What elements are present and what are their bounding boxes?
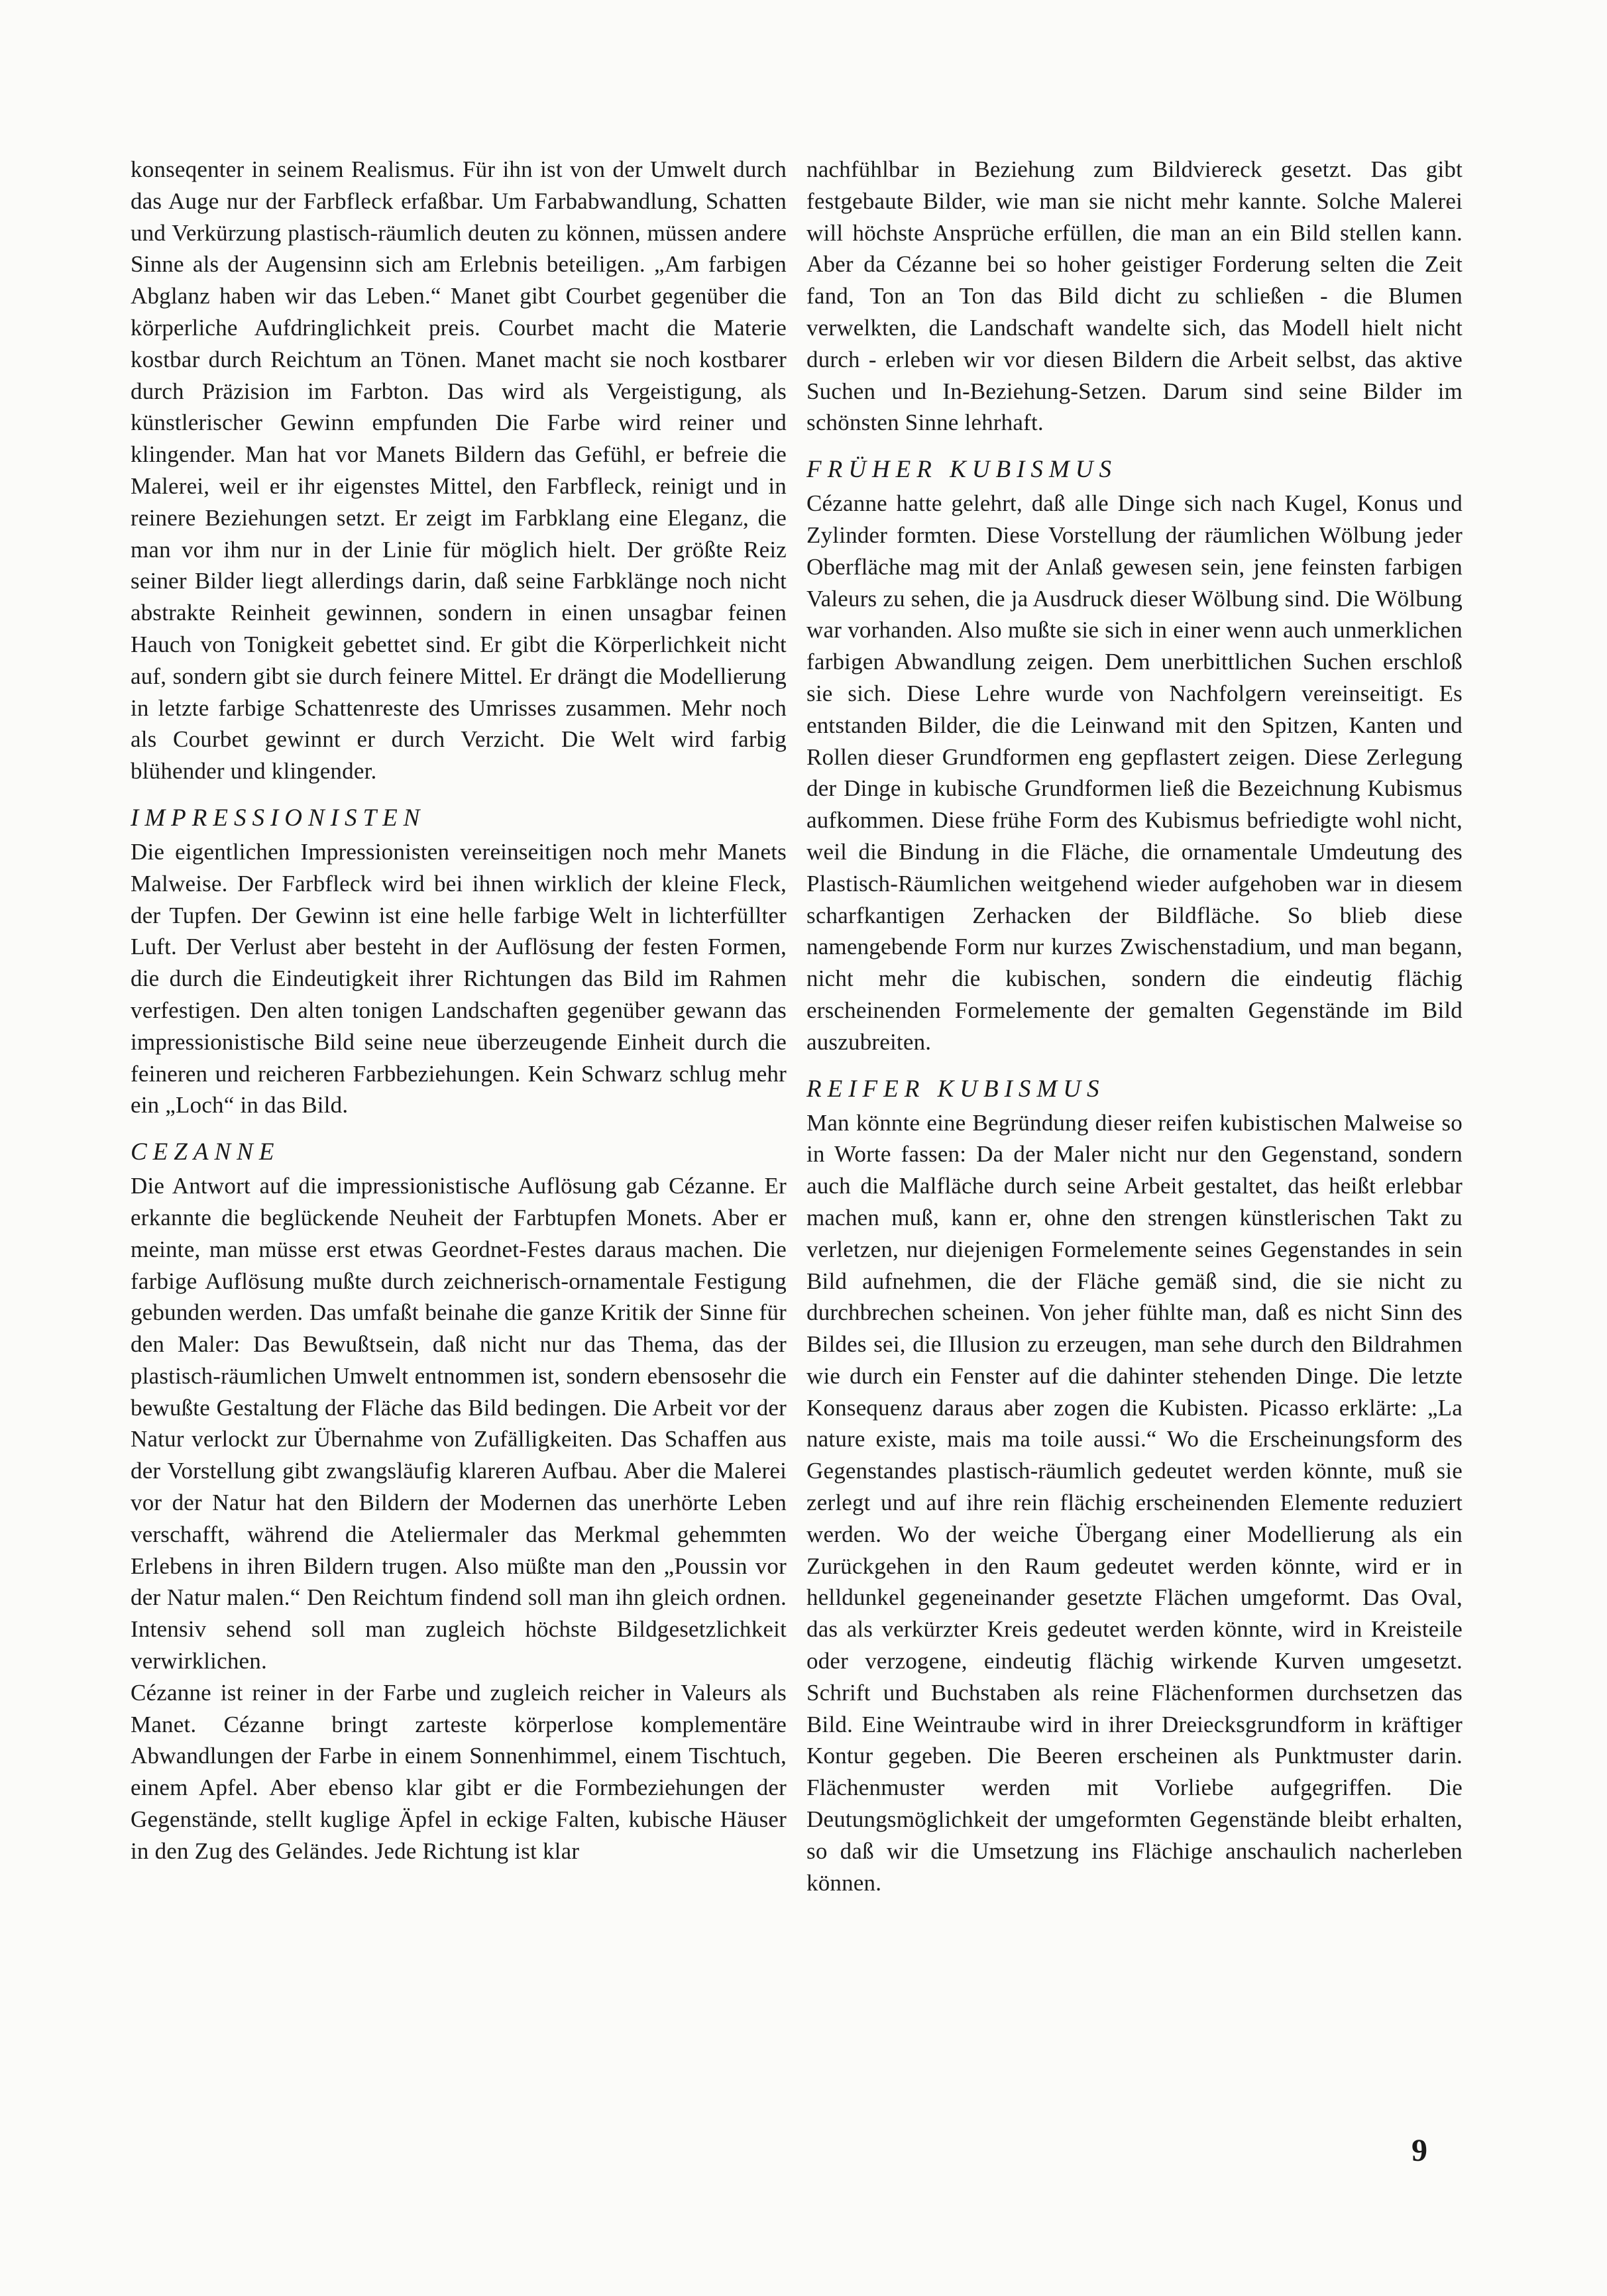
right-column xyxy=(806,154,1463,1898)
left-column xyxy=(131,154,787,1867)
impressionisten-paragraph: Die eigentlichen Impressionisten vereinseitigen noch mehr Manets Malweise. Der Farbfleck wird bei ihnen wirklich der kleine Fleck, der Tupfen. Der Gewinn ist eine helle farbige Welt in lichterfüllter Luft. Der Verlust aber besteht in der Auflösung der festen Formen, die durch die Eindeutigkeit ihrer Richtungen das Bild im Rahmen verfestigen. Den alten tonigen Landschaften gegenüber gewann das impressionistische Bild seine neue überzeugende Einheit durch die feineren und reicheren Farbbeziehungen. Kein Schwarz schlug mehr ein „Loch“ in das Bild. xyxy=(131,838,787,1119)
frueher-kubismus-paragraph: Cézanne hatte gelehrt, daß alle Dinge sich nach Kugel, Konus und Zylinder formten. Diese Vorstellung der räumlichen Wölbung jeder Oberfläche mag mit der Anlaß gewesen sein, jene feinsten farbigen Valeurs zu sehen, die ja Ausdruck dieser Wölbung sind. Die Wölbung war vorhanden. Also mußte sie sich in einer wenn auch unmerklichen farbigen Abwandlung zeigen. Dem unerbittlichen Suchen erschloß sie sich. Diese Lehre wurde von Nachfolgern vereinseitigt. Es entstanden Bilder, die die Leinwand mit den Spitzen, Kanten und Rollen dieser Grundformen eng gepflastert zeigen. Diese Zerlegung der Dinge in kubische Grundformen ließ die Bezeichnung Kubismus aufkommen. Diese frühe Form des Kubismus befriedigte wohl nicht, weil die Bindung in die Fläche, die ornamentale Umdeutung des Plastisch-Räumlichen weitgehend wieder aufgehoben war in diesem scharfkantigen Zerhacken der Bildfläche. So blieb diese namengebende Form nur kurzes Zwischenstadium, und man begann, nicht mehr die kubischen, sondern die eindeutig flächig erscheinenden Formelemente der gemalten Gegenstände im Bild auszubreiten. xyxy=(806,490,1463,1055)
continuation-paragraph: nachfühlbar in Beziehung zum Bildviereck gesetzt. Das gibt festgebaute Bilder, wie man sie nicht mehr kannte. Solche Malerei will höchste Ansprüche erfüllen, die man an ein Bild stellen kann. Aber da Cézanne bei so hoher geistiger Forderung selten die Zeit fand, Ton an Ton das Bild dicht zu schließen - die Blumen verwelkten, die Landschaft wandelte sich, das Modell hielt nicht durch - erleben wir vor diesen Bildern die Arbeit selbst, das aktive Suchen und In-Beziehung-Setzen. Darum sind seine Bilder im schönsten Sinne lehrhaft. xyxy=(806,156,1463,436)
intro-paragraph: konseqenter in seinem Realismus. Für ihn ist von der Umwelt durch das Auge nur der Farbfleck erfaßbar. Um Farbabwandlung, Schatten und Verkürzung plastisch-räumlich deuten zu können, müssen andere Sinne als der Augensinn sich am Erlebnis beteiligen. „Am farbigen Abglanz haben wir das Leben.“ Manet gibt Courbet gegenüber die körperliche Aufdringlichkeit preis. Courbet macht die Materie kostbar durch Reichtum an Tönen. Manet macht sie noch kostbarer durch Präzision im Farbton. Das wird als Vergeistigung, als künstlerischer Gewinn empfunden Die Farbe wird reiner und klingender. Man hat vor Manets Bildern das Gefühl, er befreie die Malerei, weil er ihr eigenstes Mittel, den Farbfleck, reinigt und in reinere Beziehungen setzt. Er zeigt im Farbklang eine Eleganz, die man vor ihm nur in der Linie für möglich hielt. Der größte Reiz seiner Bilder liegt allerdings darin, daß seine Farbklänge noch nicht abstrakte Reinheit gewinnen, sondern in einen unsagbar feinen Hauch von Tonigkeit gebettet sind. Er gibt die Körperlichkeit nicht auf, sondern gibt sie durch feinere Mittel. Er drängt die Modellierung in letzte farbige Schattenreste des Umrisses zusammen. Mehr noch als Courbet gewinnt er durch Verzicht. Die Welt wird farbig blühender und klingender. xyxy=(131,156,787,785)
cezanne-paragraph-1: Die Antwort auf die impressionistische Auflösung gab Cézanne. Er erkannte die beglückende Neuheit der Farbtupfen Monets. Aber er meinte, man müsse erst etwas Geordnet-Festes daraus machen. Die farbige Auflösung mußte durch zeichnerisch-ornamentale Festigung gebunden werden. Das umfaßt beinahe die ganze Kritik der Sinne für den Maler: Das Bewußtsein, daß nicht nur das Thema, das der plastisch-räumlichen Umwelt entnommen ist, sondern ebensosehr die bewußte Gestaltung der Fläche das Bild bedingen. Die Arbeit vor der Natur verlockt zur Übernahme von Zufälligkeiten. Das Schaffen aus der Vorstellung gibt zwangsläufig klareren Aufbau. Aber die Malerei vor der Natur hat den Bildern der Modernen das unerhörte Leben verschafft, während die Ateliermaler das Merkmal gehemmten Erlebens in ihren Bildern trugen. Also müßte man den „Poussin vor der Natur malen.“ Den Reichtum findend soll man ihn gleich ordnen. Intensiv sehend soll man zugleich höchste Bildgesetzlichkeit verwirklichen. xyxy=(131,1173,787,1674)
section-heading-frueher-kubismus: FRÜHER KUBISMUS xyxy=(806,456,1117,484)
section-heading-reifer-kubismus: REIFER KUBISMUS xyxy=(806,1075,1105,1103)
section-heading-cezanne: CEZANNE xyxy=(131,1138,280,1166)
page-number: 9 xyxy=(1412,2133,1427,2168)
section-heading-impressionisten: IMPRESSIONISTEN xyxy=(131,804,426,832)
cezanne-paragraph-2: Cézanne ist reiner in der Farbe und zugleich reicher in Valeurs als Manet. Cézanne bringt zarteste körperlose komplementäre Abwandlungen der Farbe in einem Sonnenhimmel, einem Tischtuch, einem Apfel. Aber ebenso klar gibt er die Formbeziehungen der Gegenstände, stellt kuglige Äpfel in eckige Falten, kubische Häuser in den Zug des Geländes. Jede Richtung ist klar xyxy=(131,1679,787,1864)
reifer-kubismus-paragraph: Man könnte eine Begründung dieser reifen kubistischen Malweise so in Worte fassen: Da der Maler nicht nur den Gegenstand, sondern auch die Malfläche durch seine Arbeit gestaltet, das heißt erlebbar machen muß, kann er, ohne den strengen künstlerischen Takt zu verletzen, nur diejenigen Formelemente seines Gegenstandes in sein Bild aufnehmen, die der Fläche gemäß sind, die sie nicht zu durchbrechen scheinen. Von jeher fühlte man, daß es nicht Sinn des Bildes sei, die Illusion zu erzeugen, man sehe durch den Bildrahmen wie durch ein Fenster auf die dahinter stehenden Dinge. Die letzte Konsequenz daraus aber zogen die Kubisten. Picasso erklärte: „La nature existe, mais ma toile aussi.“ Wo die Erscheinungsform des Gegenstandes plastisch-räumlich gedeutet werden könnte, muß sie zerlegt und auf ihre rein flächig erscheinenden Elemente reduziert werden. Wo der weiche Übergang einer Modellierung als ein Zurückgehen in den Raum gedeutet werden könnte, wird er in helldunkel gegeneinander gesetzte Flächen umgeformt. Das Oval, das als verkürzter Kreis gedeutet werden könnte, wird in Kreisteile oder verzogene, eindeutig flächig wirkende Kurven umgesetzt. Schrift und Buchstaben als reine Flächenformen durchsetzen das Bild. Eine Weintraube wird in ihrer Dreiecksgrundform in kräftiger Kontur gegeben. Die Beeren erscheinen als Punktmuster darin. Flächenmuster werden mit Vorliebe aufgegriffen. Die Deutungsmöglichkeit der umgeformten Gegenstände bleibt erhalten, so daß wir die Umsetzung ins Flächige anschaulich nacherleben können. xyxy=(806,1109,1463,1896)
